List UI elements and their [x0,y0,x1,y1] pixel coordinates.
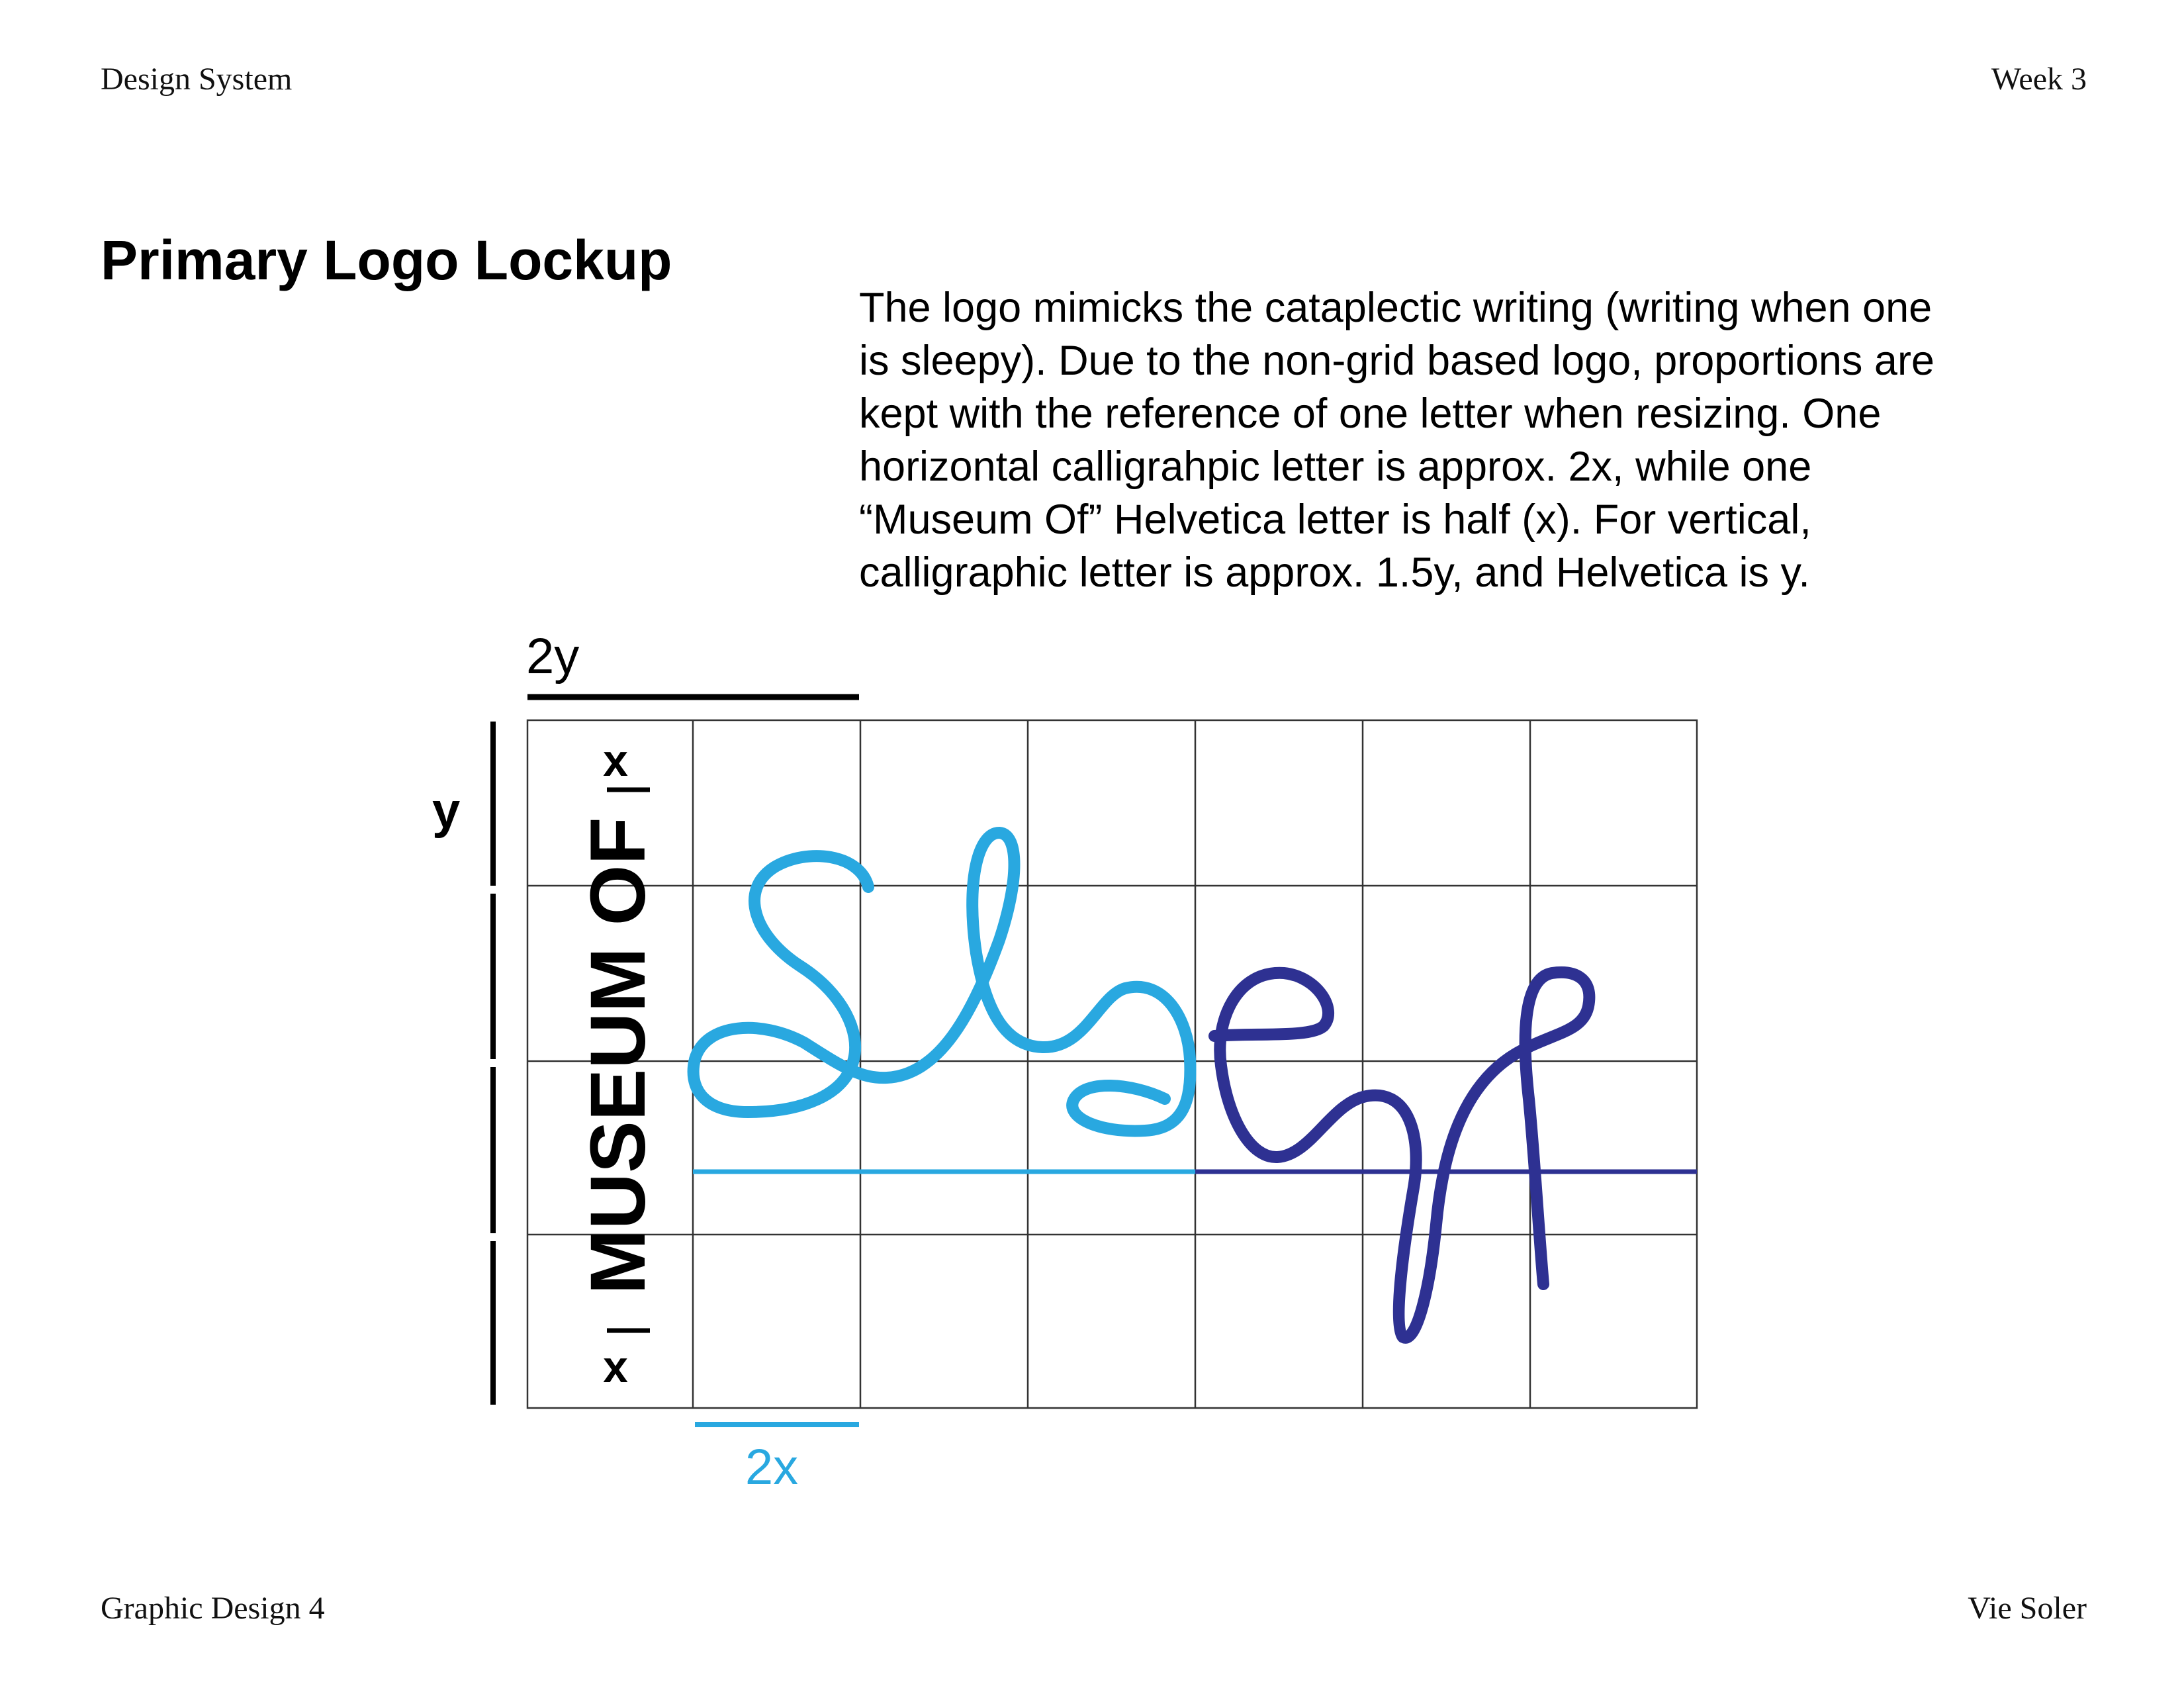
calligraphy-eep-stroke [1214,972,1589,1338]
museum-of-wordmark: MUSEUM OF [574,817,662,1295]
description-line: kept with the reference of one letter when resizing. One [859,391,1882,437]
label-y: y [432,782,461,839]
header-course-label: Design System [101,62,293,97]
description-line: is sleepy). Due to the non-grid based logo, proportions are [859,338,1934,384]
page-title: Primary Logo Lockup [101,229,672,291]
footer-course-label: Graphic Design 4 [101,1591,325,1626]
calligraphy-sle-stroke [694,833,1191,1131]
label-x-top: x [603,735,628,786]
footer-author-label: Vie Soler [1968,1591,2087,1626]
description-line: “Museum Of” Helvetica letter is half (x). For vertical, [859,496,1811,543]
label-x-bottom: x [603,1342,628,1392]
label-2y: 2y [526,628,580,684]
description-line: calligraphic letter is approx. 1.5y, and Helvetica is y. [859,549,1810,596]
label-2x: 2x [745,1439,799,1495]
description-line: horizontal calligrahpic letter is approx. 2x, while one [859,444,1812,490]
description-line: The logo mimicks the cataplectic writing (writing when one [859,285,1933,331]
header-week-label: Week 3 [1991,62,2087,97]
